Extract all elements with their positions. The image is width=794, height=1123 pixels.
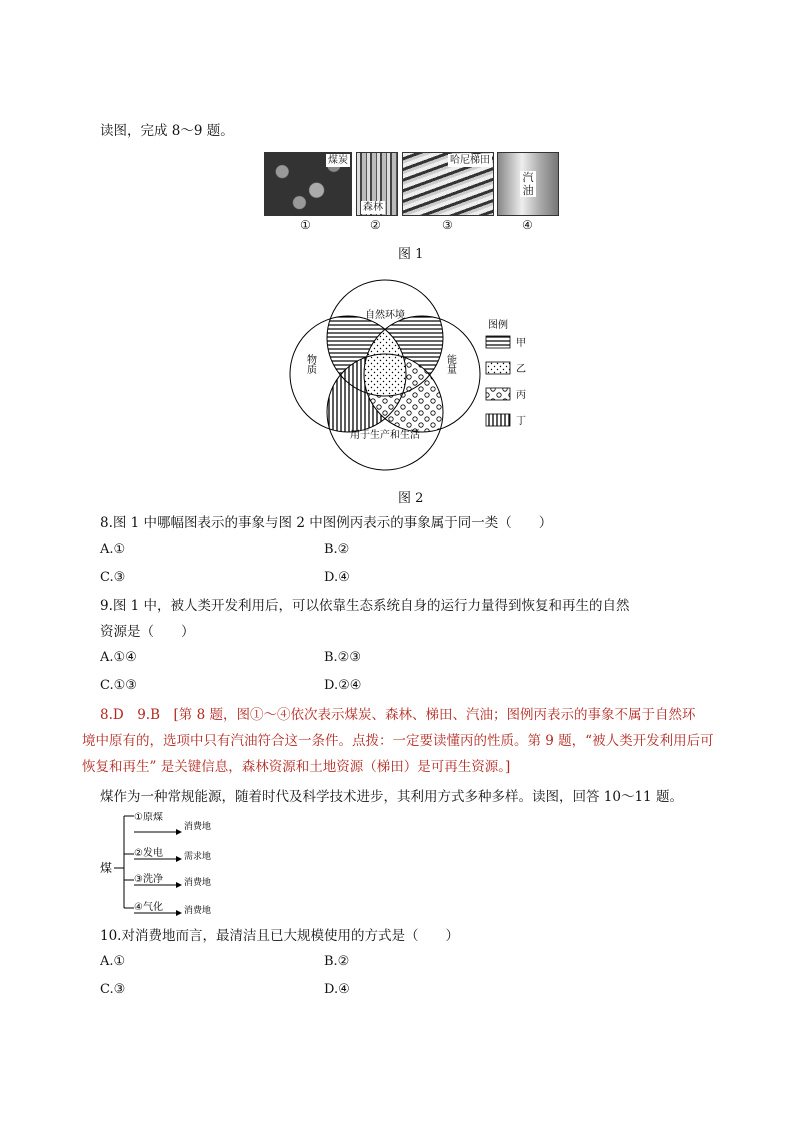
- coal-dest-4: 消费地: [184, 906, 212, 916]
- q8-option-d[interactable]: D.④: [324, 570, 350, 585]
- label-nature: 自然环境: [365, 310, 405, 321]
- label-energy: 能量: [444, 354, 456, 374]
- label-production: 用于生产和生活: [350, 430, 420, 441]
- intro-text: 读图，完成 8～9 题。: [100, 123, 234, 139]
- photo-num-1: ①: [300, 218, 311, 232]
- answer-line1: 8.D 9.B [第 8 题，图①～④依次表示煤炭、森林、梯田、汽油；图例丙表示的事象不属于自然环: [100, 707, 696, 723]
- photo-label-gasoline: 汽油: [520, 171, 536, 197]
- answer-line3: 恢复和再生” 是关键信息，森林资源和土地资源（梯田）是可再生资源。]: [82, 759, 511, 775]
- photo-label-terraces: 哈尼梯田: [450, 155, 490, 166]
- photo-num-2: ②: [370, 218, 381, 232]
- q8-option-a[interactable]: A.①: [100, 542, 126, 557]
- legend-swatch-bing: [486, 388, 510, 400]
- q9-option-d[interactable]: D.②④: [324, 678, 362, 693]
- q10-stem: 10.对消费地而言，最清洁且已大规模使用的方式是（ ）: [100, 928, 459, 944]
- coal-dest-2: 需求地: [184, 852, 212, 862]
- label-matter: 物质: [304, 354, 316, 374]
- q9-stem-line1: 9.图 1 中，被人类开发利用后，可以依靠生态系统自身的运行力量得到恢复和再生的自然: [100, 598, 630, 614]
- coal-method-2: ②发电: [134, 848, 163, 859]
- legend-label-ding: 丁: [516, 416, 526, 427]
- photo-terraces: [402, 152, 494, 216]
- q9-option-a[interactable]: A.①④: [100, 650, 137, 665]
- q8-stem: 8.图 1 中哪幅图表示的事象与图 2 中图例丙表示的事象属于同一类（ ）: [100, 515, 553, 531]
- legend-swatch-yi: [486, 362, 510, 374]
- q10-option-b[interactable]: B.②: [324, 954, 350, 969]
- coal-root-label: 煤: [100, 861, 113, 875]
- q9-option-c[interactable]: C.①③: [100, 678, 137, 693]
- coal-dest-1: 消费地: [184, 822, 212, 832]
- legend-label-bing: 丙: [516, 390, 526, 401]
- coal-intro: 煤作为一种常规能源，随着时代及科学技术进步，其利用方式多种多样。读图，回答 10～11 题。: [100, 789, 683, 805]
- figure-2-venn: [280, 272, 540, 482]
- q10-option-a[interactable]: A.①: [100, 954, 126, 969]
- legend-swatch-jia: [486, 336, 510, 348]
- q9-option-b[interactable]: B.②③: [324, 650, 361, 665]
- photo-num-3: ③: [442, 218, 453, 232]
- photo-gasoline: [497, 152, 559, 216]
- photo-num-4: ④: [522, 218, 533, 232]
- legend-label-jia: 甲: [516, 338, 526, 349]
- legend-title: 图例: [488, 320, 508, 331]
- coal-method-4: ④气化: [134, 902, 163, 913]
- figure-2-caption: 图 2: [398, 491, 424, 506]
- photo-coal: [264, 152, 352, 216]
- legend-swatch-ding: [486, 414, 510, 426]
- photo-label-forest: 森林: [363, 202, 383, 213]
- coal-diagram: [98, 812, 238, 918]
- figure-1-caption: 图 1: [398, 247, 424, 262]
- coal-method-3: ③洗净: [134, 874, 163, 885]
- answer-line2: 境中原有的，选项中只有汽油符合这一条件。点拨：一定要读懂丙的性质。第 9 题，“被人类开发利用后可: [82, 733, 714, 749]
- coal-dest-3: 消费地: [184, 878, 212, 888]
- coal-method-1: ①原煤: [134, 812, 163, 823]
- photo-forest: [356, 152, 398, 216]
- q8-option-c[interactable]: C.③: [100, 570, 126, 585]
- q9-stem-line2: 资源是（ ）: [100, 624, 195, 640]
- photo-label-coal: 煤炭: [328, 155, 348, 166]
- q10-option-c[interactable]: C.③: [100, 982, 126, 997]
- q10-option-d[interactable]: D.④: [324, 982, 350, 997]
- legend-label-yi: 乙: [516, 364, 526, 375]
- q8-option-b[interactable]: B.②: [324, 542, 350, 557]
